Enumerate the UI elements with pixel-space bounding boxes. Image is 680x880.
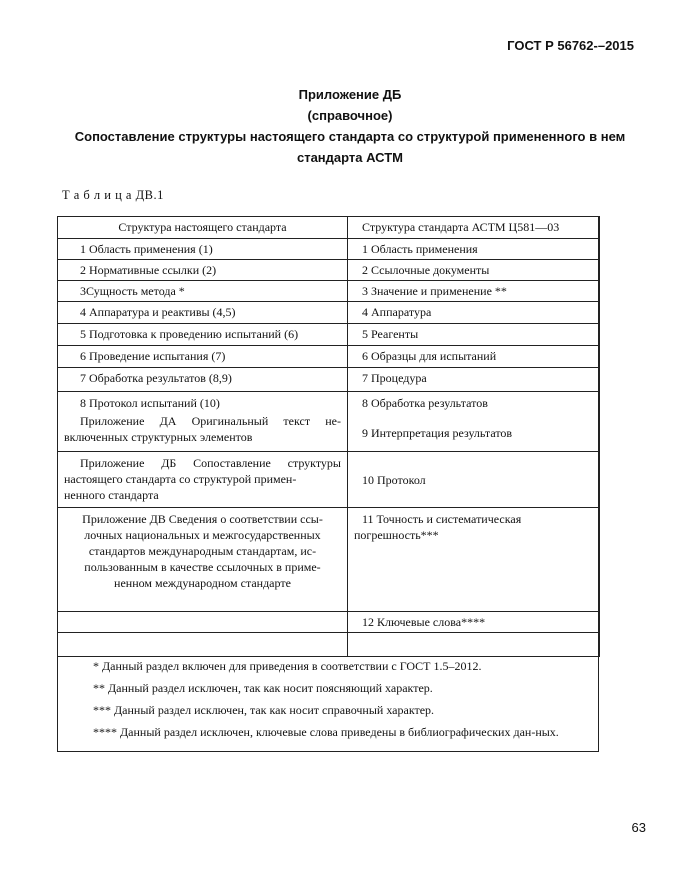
row10-left-3: стандартов международным стандартам, ис- bbox=[88, 544, 317, 558]
table-cell-left bbox=[58, 392, 348, 452]
table-cell-left: 5 Подготовка к проведению испытаний (6) bbox=[58, 324, 348, 346]
table-cell-right: 4 Аппаратура bbox=[348, 302, 600, 324]
table-cell-left: 1 Область применения (1) bbox=[58, 239, 348, 260]
table-cell-left: 7 Обработка результатов (8,9) bbox=[58, 368, 348, 392]
table-cell-right: 1 Область применения bbox=[348, 239, 600, 260]
appendix-subject-line1: Сопоставление структуры настоящего стандарта со структурой примененного в нем bbox=[74, 129, 626, 144]
row8-left-b1: Приложение ДА Оригинальный текст не- bbox=[80, 414, 341, 428]
footnote-2: ** Данный раздел исключен, так как носит поясняющий характер. bbox=[93, 681, 433, 695]
table-row bbox=[58, 346, 600, 368]
table-cell-right: 12 Ключевые слова**** bbox=[348, 612, 600, 633]
appendix-subject-line2: стандарта АСТМ bbox=[296, 150, 404, 165]
table-cell-left-empty bbox=[58, 612, 348, 633]
table-cell-right bbox=[348, 508, 600, 612]
table-cell-left: 3Сущность метода * bbox=[58, 281, 348, 302]
table-row bbox=[58, 368, 600, 392]
appendix-type: (справочное) bbox=[307, 108, 393, 123]
footnote-4: **** Данный раздел исключен, ключевые слова приведены в библиографических дан-ных. bbox=[93, 725, 559, 739]
row10-left-5: ненном международном стандарте bbox=[114, 576, 291, 590]
row10-right-1: 11 Точность и систематическая bbox=[362, 512, 522, 526]
table-row bbox=[58, 239, 600, 260]
table-cell-right: 10 Протокол bbox=[348, 452, 600, 508]
row9-left-3: ненного стандарта bbox=[64, 488, 159, 502]
footnote-3: *** Данный раздел исключен, так как носит справочный характер. bbox=[93, 703, 435, 717]
row8-left-a: 8 Протокол испытаний (10) bbox=[80, 396, 220, 410]
row10-left-4: пользованным в качестве ссылочных в приме- bbox=[84, 560, 321, 574]
table-cell-right: 2 Ссылочные документы bbox=[348, 260, 600, 281]
table-cell-right: 5 Реагенты bbox=[348, 324, 600, 346]
column-header-left: Структура настоящего стандарта bbox=[58, 217, 348, 239]
column-header-right: Структура стандарта АСТМ Ц581—03 bbox=[348, 217, 600, 239]
row10-right-2: погрешность*** bbox=[354, 528, 439, 542]
table-cell-right: 3 Значение и применение ** bbox=[348, 281, 600, 302]
structure-comparison-table bbox=[57, 216, 600, 657]
row9-left-2: настоящего стандарта со структурой примен- bbox=[64, 472, 297, 486]
table-cell-right: 7 Процедура bbox=[348, 368, 600, 392]
row10-left-2: лочных национальных и межгосударственных bbox=[84, 528, 321, 542]
appendix-title bbox=[50, 84, 650, 168]
footnote-1: * Данный раздел включен для приведения в соответствии с ГОСТ 1.5–2012. bbox=[93, 659, 482, 673]
table-row bbox=[58, 260, 600, 281]
table-row bbox=[58, 452, 600, 508]
table-header-row bbox=[58, 217, 600, 239]
table-row bbox=[58, 302, 600, 324]
row10-left-1: Приложение ДВ Сведения о соответствии ссы- bbox=[82, 512, 323, 526]
row9-left-1: Приложение ДБ Сопоставление структуры bbox=[80, 456, 341, 470]
table-cell-right: 6 Образцы для испытаний bbox=[348, 346, 600, 368]
table-cell-left: 2 Нормативные ссылки (2) bbox=[58, 260, 348, 281]
table-cell-left bbox=[58, 452, 348, 508]
appendix-heading: Приложение ДБ bbox=[298, 87, 402, 102]
row8-right-a: 8 Обработка результатов bbox=[362, 396, 488, 410]
table-cell-right bbox=[348, 392, 600, 452]
table-row bbox=[58, 612, 600, 633]
table-row bbox=[58, 392, 600, 452]
page-number: 63 bbox=[631, 820, 646, 835]
table-row bbox=[58, 281, 600, 302]
table-footnotes bbox=[57, 652, 599, 740]
table-label: Т а б л и ц а ДВ.1 bbox=[62, 188, 164, 202]
row8-left-b2: включенных структурных элементов bbox=[64, 430, 253, 444]
document-code: ГОСТ Р 56762-–2015 bbox=[507, 38, 634, 53]
row8-right-b: 9 Интерпретация результатов bbox=[362, 426, 513, 440]
table-row bbox=[58, 508, 600, 612]
table-cell-left bbox=[58, 508, 348, 612]
table-cell-left: 6 Проведение испытания (7) bbox=[58, 346, 348, 368]
table-row bbox=[58, 324, 600, 346]
table-cell-left: 4 Аппаратура и реактивы (4,5) bbox=[58, 302, 348, 324]
